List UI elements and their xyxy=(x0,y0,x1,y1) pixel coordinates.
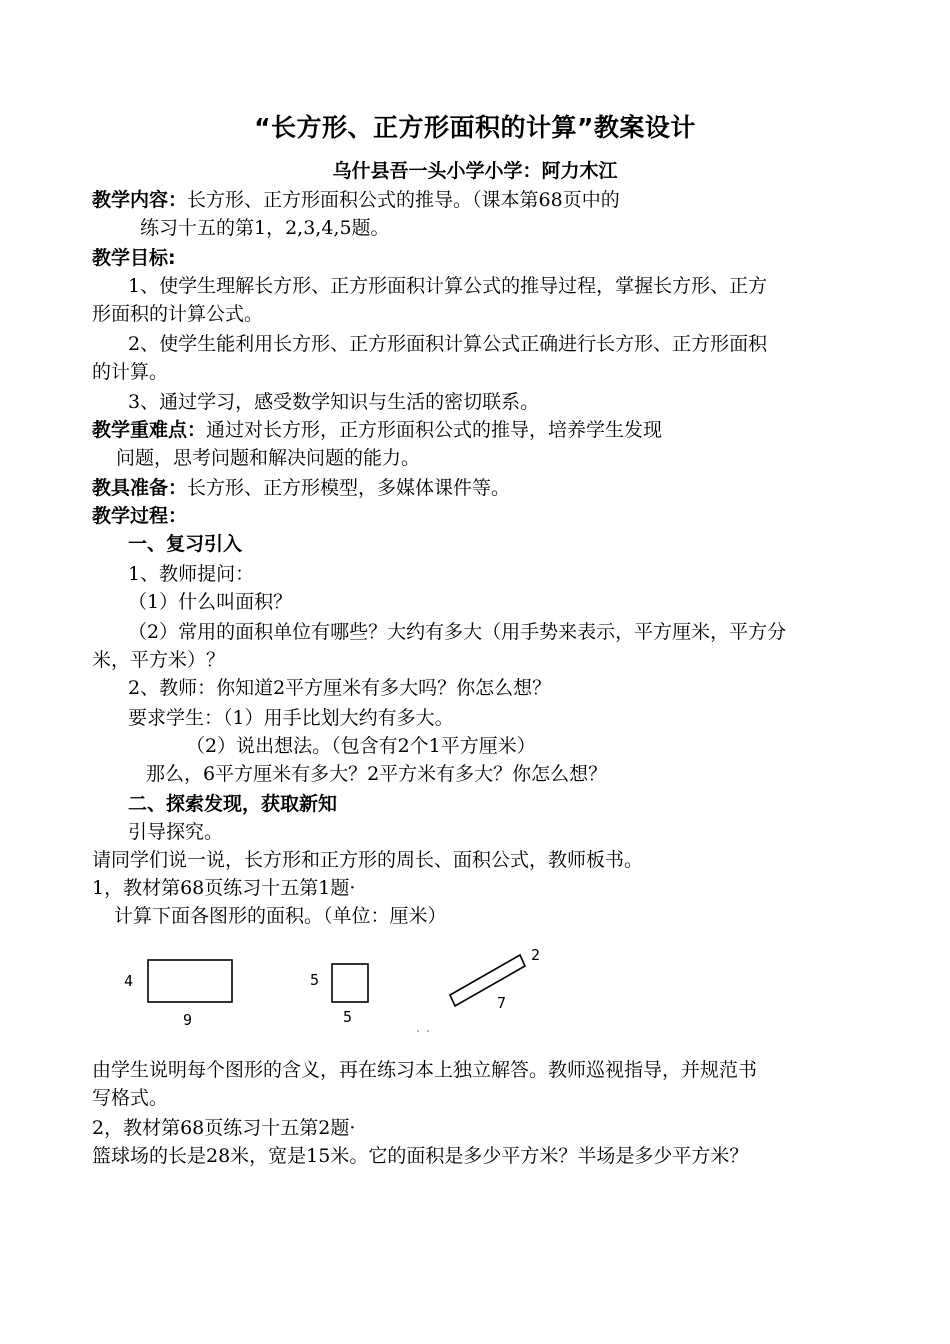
rect-width-label: 9 xyxy=(183,1011,193,1029)
section-2-heading: 二、探索发现，获取新知 xyxy=(128,793,338,815)
speck-dot xyxy=(427,1030,429,1032)
goal-1a: 1、使学生理解长方形、正方形面积计算公式的推导过程，掌握长方形、正方 xyxy=(128,275,768,297)
rect-height-label: 4 xyxy=(124,972,134,990)
content-line xyxy=(92,188,872,212)
tools-label: 教具准备： xyxy=(92,477,188,499)
s1-line-6: （2）说出想法。（包含有2个1平方厘米） xyxy=(186,735,536,757)
goal-2a: 2、使学生能利用长方形、正方形面积计算公式正确进行长方形、正方形面积 xyxy=(128,333,768,355)
tilted-rectangle-shape xyxy=(450,955,525,1006)
s1-line-4: 2、教师：你知道2平方厘米有多大吗？你怎么想？ xyxy=(128,677,552,699)
s1-line-3b: 米，平方米）？ xyxy=(92,649,226,671)
goals-label: 教学目标: xyxy=(92,247,176,269)
goal-3: 3、通过学习，感受数学知识与生活的密切联系。 xyxy=(128,391,540,413)
square-width-label: 5 xyxy=(343,1008,353,1026)
s1-line-1: 1、教师提问： xyxy=(128,563,255,585)
s1-line-5: 要求学生：（1）用手比划大约有多大。 xyxy=(128,707,454,729)
square-shape xyxy=(332,964,368,1002)
s2-line-5b: 写格式。 xyxy=(92,1087,169,1109)
content-label: 教学内容： xyxy=(92,189,188,211)
key-points-line xyxy=(92,418,872,442)
section-1-heading: 一、复习引入 xyxy=(128,533,243,555)
shapes-diagram xyxy=(110,940,570,1040)
rectangle-shape xyxy=(148,960,232,1002)
tilted-length-label: 7 xyxy=(497,994,507,1012)
s2-line-1: 引导探究。 xyxy=(128,821,224,843)
tools-line xyxy=(92,476,872,500)
goal-2b: 的计算。 xyxy=(92,361,169,383)
tools-text: 长方形、正方形模型，多媒体课件等。 xyxy=(187,477,511,499)
square-height-label: 5 xyxy=(310,971,320,989)
process-label: 教学过程： xyxy=(92,505,188,527)
s1-line-3a: （2）常用的面积单位有哪些？大约有多大（用手势来表示，平方厘米，平方分 xyxy=(128,621,787,643)
s2-line-2: 请同学们说一说，长方形和正方形的周长、面积公式，教师板书。 xyxy=(92,849,644,871)
author-line: 乌什县吾一头小学小学：阿力木江 xyxy=(332,160,618,182)
s2-line-7: 篮球场的长是28米，宽是15米。它的面积是多少平方米？半场是多少平方米？ xyxy=(92,1145,749,1167)
key-points-label: 教学重难点： xyxy=(92,419,207,441)
page-title: “长方形、正方形面积的计算”教案设计 xyxy=(254,113,696,142)
s2-line-3: 1，教材第68页练习十五第1题· xyxy=(92,877,356,899)
goal-1b: 形面积的计算公式。 xyxy=(92,303,264,325)
key-points-text-2: 问题，思考问题和解决问题的能力。 xyxy=(116,447,421,469)
key-points-text: 通过对长方形，正方形面积公式的推导，培养学生发现 xyxy=(206,419,663,441)
s2-line-6: 2，教材第68页练习十五第2题· xyxy=(92,1117,356,1139)
s1-line-2: （1）什么叫面积？ xyxy=(128,591,293,613)
s2-line-5a: 由学生说明每个图形的含义，再在练习本上独立解答。教师巡视指导，并规范书 xyxy=(92,1059,758,1081)
speck-dot xyxy=(417,1030,419,1032)
content-text-2: 练习十五的第1，2,3,4,5题。 xyxy=(140,217,390,239)
tilted-width-label: 2 xyxy=(531,946,541,964)
exercise-figure xyxy=(110,940,570,1045)
s2-line-4: 计算下面各图形的面积。（单位：厘米） xyxy=(114,905,447,927)
s1-line-7: 那么，6平方厘米有多大？2平方米有多大？你怎么想？ xyxy=(146,763,608,785)
content-text: 长方形、正方形面积公式的推导。（课本第68页中的 xyxy=(187,189,620,211)
